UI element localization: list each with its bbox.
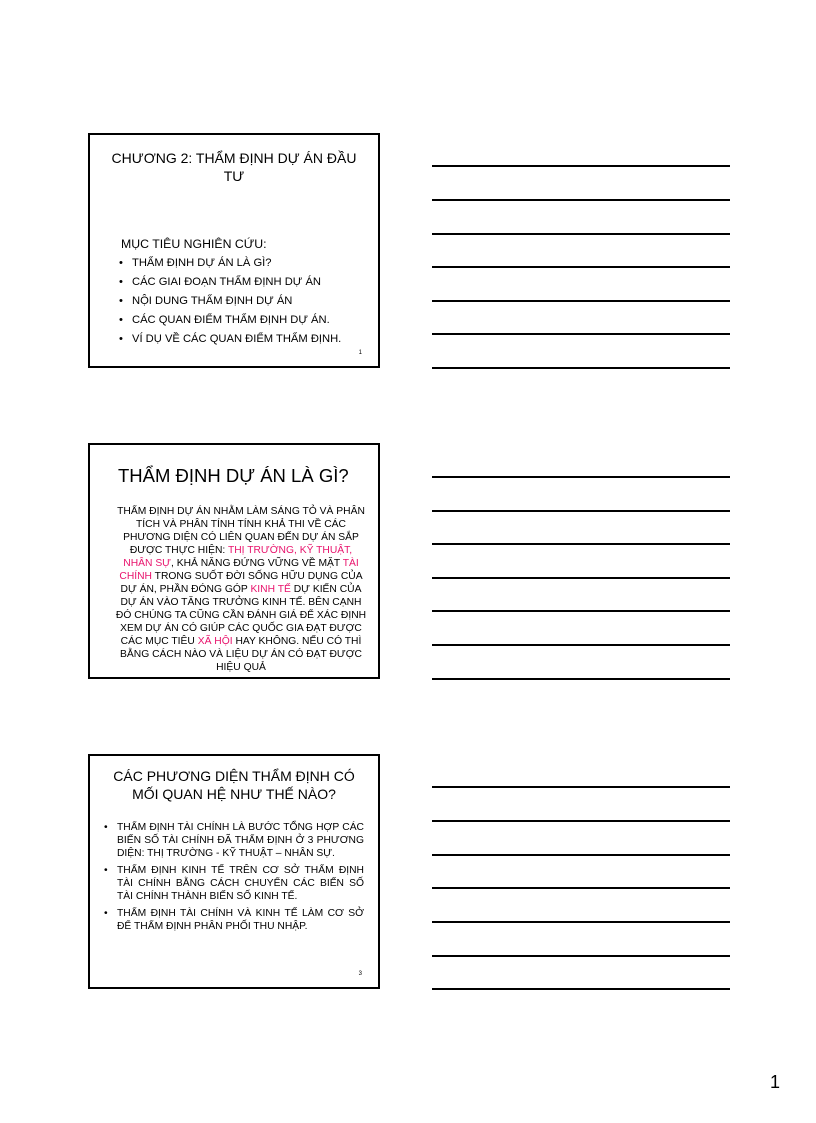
list-item: • CÁC GIAI ĐOẠN THẨM ĐỊNH DỰ ÁN bbox=[118, 273, 378, 292]
highlight-text: TÀI CHÍNH bbox=[119, 558, 359, 582]
slide-title: THẨM ĐỊNH DỰ ÁN LÀ GÌ? bbox=[118, 465, 349, 486]
note-line bbox=[432, 887, 730, 889]
slide-title: CHƯƠNG 2: THẨM ĐỊNH DỰ ÁN ĐẦU TƯ bbox=[111, 150, 357, 184]
slide-2 bbox=[88, 443, 380, 679]
note-line bbox=[432, 266, 730, 268]
note-line bbox=[432, 367, 730, 369]
slide-1 bbox=[88, 133, 380, 368]
note-line bbox=[432, 955, 730, 957]
slide-subheading: MỤC TIÊU NGHIÊN CỨU: bbox=[121, 237, 267, 251]
note-line bbox=[432, 577, 730, 579]
highlight-text: XÃ HỘI bbox=[197, 636, 233, 647]
note-line bbox=[432, 165, 730, 167]
note-line bbox=[432, 510, 730, 512]
slide-number: 1 bbox=[358, 350, 362, 356]
note-line bbox=[432, 678, 730, 680]
note-line bbox=[432, 854, 730, 856]
list-item: • THẨM ĐỊNH TÀI CHÍNH VÀ KINH TẾ LÀM CƠ SỞ ĐỂ THẨM ĐỊNH PHÂN PHỐI THU NHẬP. bbox=[102, 907, 378, 933]
paragraph-text: THẨM ĐỊNH DỰ ÁN NHẰM LÀM SÁNG TỎ VÀ PHÂN TÍCH VÀ PHÂN TÍNH TÍNH KHẢ THI VỀ CÁC PHƯƠNG DIỆN CÓ LIÊN QUAN ĐẾN DỰ ÁN SẮP ĐƯỢC THỰC HIỆN: bbox=[117, 506, 365, 556]
slide-3 bbox=[88, 754, 380, 989]
paragraph-text: TRONG SUỐT ĐỜI SỐNG HỮU DỤNG CỦA DỰ ÁN, PHẦN ĐÓNG GÓP bbox=[120, 571, 363, 595]
note-line bbox=[432, 199, 730, 201]
slide-paragraph bbox=[90, 505, 378, 674]
paragraph-text: , KHẢ NĂNG ĐỨNG VỮNG VỀ MẶT bbox=[170, 558, 343, 569]
list-item: • NỘI DUNG THẨM ĐỊNH DỰ ÁN bbox=[118, 292, 378, 311]
note-line bbox=[432, 233, 730, 235]
note-line bbox=[432, 543, 730, 545]
note-line bbox=[432, 644, 730, 646]
list-item: • THẨM ĐỊNH DỰ ÁN LÀ GÌ? bbox=[118, 254, 378, 273]
note-line bbox=[432, 820, 730, 822]
bullet-list bbox=[102, 821, 378, 933]
note-line bbox=[432, 610, 730, 612]
highlight-text: KINH TẾ bbox=[250, 584, 291, 595]
slide-title: CÁC PHƯƠNG DIỆN THẨM ĐỊNH CÓ MỐI QUAN HỆ NHƯ THẾ NÀO? bbox=[113, 768, 355, 802]
note-line bbox=[432, 988, 730, 990]
slide-number: 3 bbox=[358, 971, 362, 977]
note-line bbox=[432, 786, 730, 788]
note-line bbox=[432, 921, 730, 923]
page-number: 1 bbox=[770, 1072, 781, 1092]
list-item: • THẨM ĐỊNH TÀI CHÍNH LÀ BƯỚC TỔNG HỢP CÁC BIẾN SỐ TÀI CHÍNH ĐÃ THẨM ĐỊNH Ở 3 PHƯƠNG DIỆN: THỊ TRƯỜNG - KỸ THUẬT – NHÂN SỰ. bbox=[102, 821, 378, 860]
highlight-text: THỊ TRƯỜNG, KỸ THUẬT, NHÂN SỰ bbox=[123, 545, 353, 569]
paragraph-text: DỰ KIẾN CỦA DỰ ÁN VÀO TĂNG TRƯỞNG KINH TẾ. BÊN CẠNH ĐÓ CHÚNG TA CŨNG CẦN ĐÁNH GIÁ ĐỂ XÁC ĐỊNH XEM DỰ ÁN CÓ GIÚP CÁC QUỐC GIA ĐẠT ĐƯỢC CÁC MỤC TIÊU bbox=[115, 584, 367, 647]
list-item: • VÍ DỤ VỀ CÁC QUAN ĐIỂM THẨM ĐỊNH. bbox=[118, 330, 378, 349]
note-line bbox=[432, 476, 730, 478]
note-line bbox=[432, 333, 730, 335]
paragraph-text: HAY KHÔNG. NẾU CÓ THÌ BẰNG CÁCH NÀO VÀ LIỆU DỰ ÁN CÓ ĐẠT ĐƯỢC HIỆU QUẢ bbox=[120, 636, 362, 673]
note-line bbox=[432, 300, 730, 302]
bullet-list bbox=[118, 254, 378, 349]
list-item: • CÁC QUAN ĐIỂM THẨM ĐỊNH DỰ ÁN. bbox=[118, 311, 378, 330]
list-item: • THẨM ĐỊNH KINH TẾ TRÊN CƠ SỞ THẨM ĐỊNH TÀI CHÍNH BẰNG CÁCH CHUYỂN CÁC BIẾN SỐ TÀI CHÍNH THÀNH BIẾN SỐ KINH TẾ. bbox=[102, 864, 378, 903]
